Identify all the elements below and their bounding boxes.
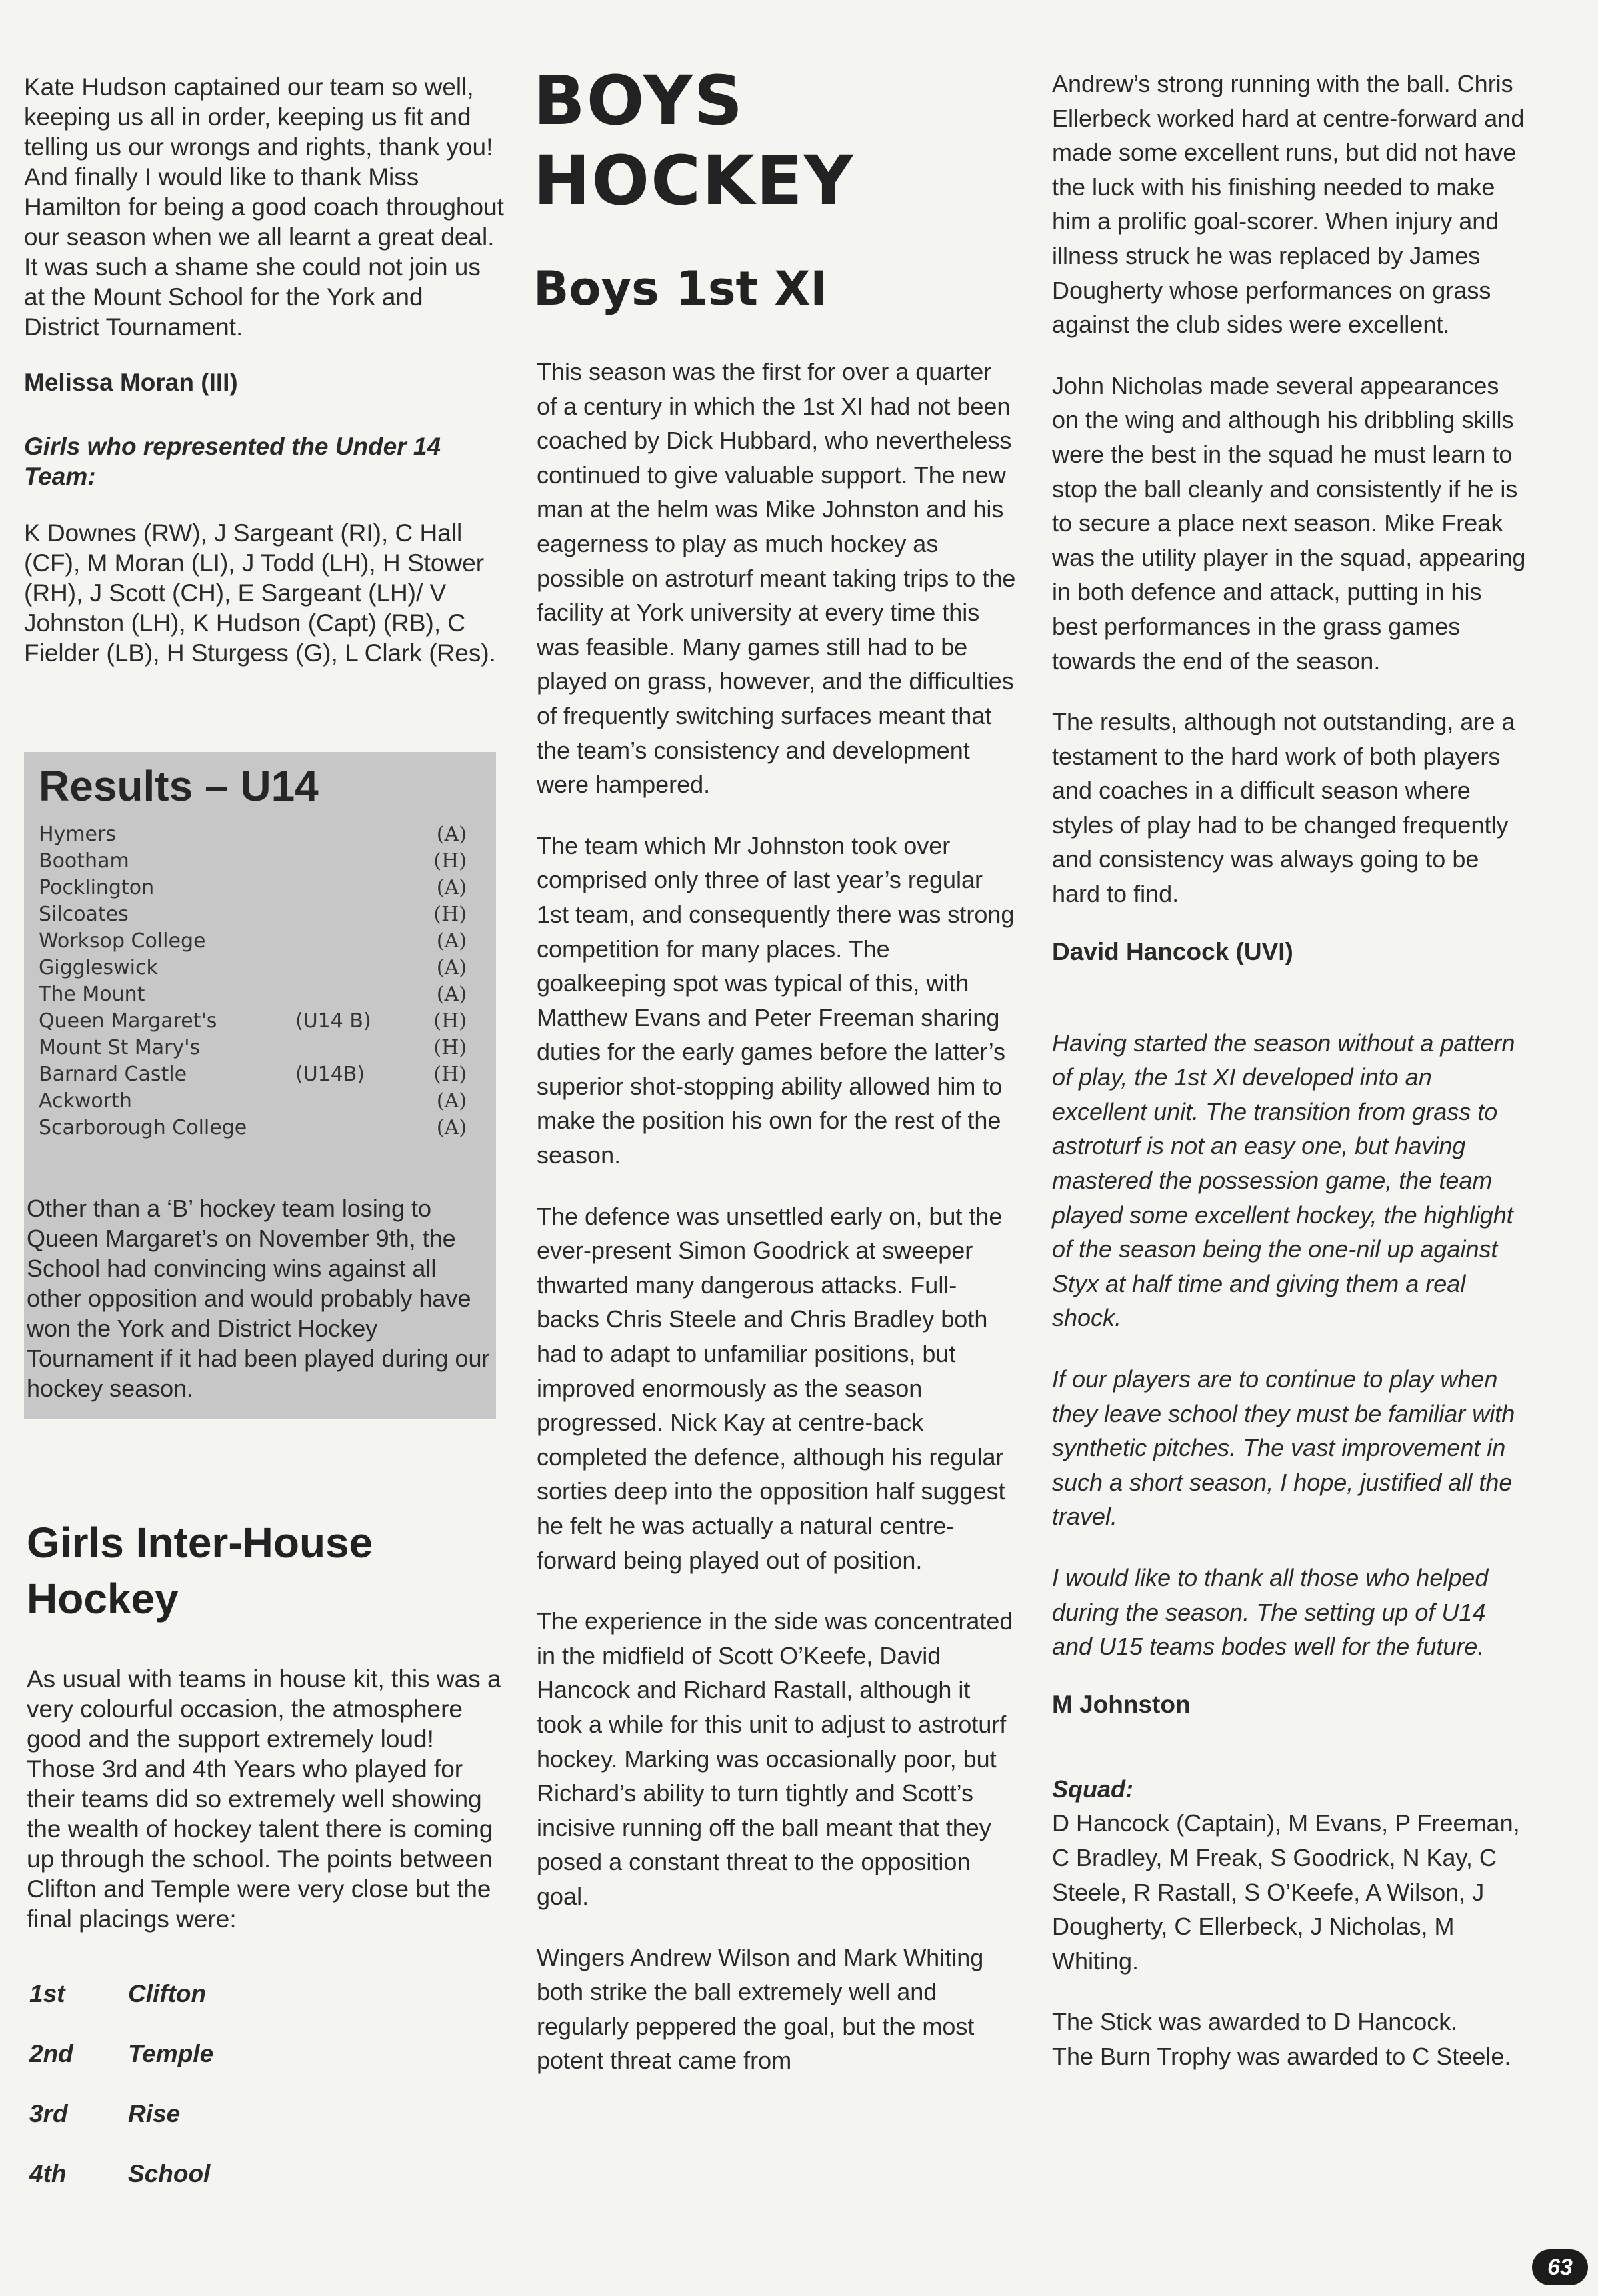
girls-inter-house-heading: Girls Inter-House Hockey: [27, 1519, 373, 1623]
stick-award: The Stick was awarded to D Hancock.: [1052, 2008, 1458, 2036]
placing-position: 4th: [29, 2160, 67, 2187]
column-right: [1052, 67, 1532, 2074]
boys-paragraph: Andrew’s strong running with the ball. Chris Ellerbeck worked hard at centre-forward and made some excellent runs, but did not have the luck with his finishing needed to make him a prolific goal-scorer. When injury and illness struck he was replaced by James Dougherty whose performances on grass against the club sides were excellent.: [1052, 70, 1525, 339]
result-venue: (H): [433, 1063, 467, 1086]
result-team: Silcoates: [39, 903, 129, 926]
placing-position: 3rd: [29, 2100, 68, 2127]
result-team: Mount St Mary's: [39, 1036, 201, 1059]
result-team: Worksop College: [39, 929, 206, 953]
boys-paragraph: This season was the first for over a quarter of a century in which the 1st XI had not been coached by Dick Hubbard, who nevertheless continued to give valuable support. The new man at the helm was Mike Johnston and his eagerness to play as much hockey as possible on astroturf meant taking trips to the facility at York university at every time this was feasible. Many games still had to be played on grass, however, and the difficulties of frequently switching surfaces meant that the team’s consistency and development were hampered.: [537, 358, 1016, 799]
result-team: Hymers: [39, 823, 116, 846]
boys-paragraph: The results, although not outstanding, are a testament to the hard work of both players and coaches in a difficult season where styles of play had to be changed frequently and consistency was always going to be hard to find.: [1052, 708, 1515, 908]
result-team: Giggleswick: [39, 956, 158, 979]
result-team: Pocklington: [39, 876, 155, 899]
result-venue: (A): [436, 956, 467, 979]
result-venue: (A): [436, 983, 467, 1006]
column-left-top: [24, 72, 504, 668]
result-team: Scarborough College: [39, 1116, 247, 1139]
result-venue: (A): [436, 823, 467, 846]
result-team: The Mount: [39, 983, 145, 1006]
placing-position: 2nd: [29, 2040, 73, 2067]
result-row: [39, 1008, 472, 1035]
result-row: [39, 848, 472, 875]
results-title: Results – U14: [39, 762, 319, 810]
results-list: [39, 821, 472, 1141]
boys-paragraph: The experience in the side was concentrated in the midfield of Scott O’Keefe, David Hancock and Richard Rastall, although it took a while for this unit to adjust to astroturf hockey. Marking was occasionally poor, but Richard’s ability to turn tightly and Scott’s incisive running off the ball meant that they posed a constant threat to the opposition goal.: [537, 1607, 1013, 1910]
report-author: David Hancock (UVI): [1052, 937, 1293, 965]
u14-team-list: K Downes (RW), J Sargeant (RI), C Hall (CF), M Moran (LI), J Todd (LH), H Stower (RH), J Scott (CH), E Sargeant (LH)/ V Johnston (LH), K Hudson (Capt) (RB), C Fielder (LB), H Sturgess (G), L Clark (Res).: [24, 519, 496, 667]
squad-label: Squad:: [1052, 1775, 1133, 1803]
result-row: [39, 821, 472, 848]
coach-signature: M Johnston: [1052, 1690, 1191, 1718]
result-venue: (H): [433, 849, 467, 873]
result-team: Bootham: [39, 849, 129, 873]
result-row: [39, 928, 472, 955]
placing-house: School: [128, 2160, 211, 2187]
result-venue: (A): [436, 876, 467, 899]
placing-house: Temple: [128, 2040, 214, 2067]
result-note: (U14B): [295, 1063, 365, 1086]
coach-comment: I would like to thank all those who helped during the season. The setting up of U14 and U15 teams bodes well for the future.: [1052, 1563, 1489, 1661]
result-row: [39, 1061, 472, 1088]
results-summary: Other than a ‘B’ hockey team losing to Queen Margaret’s on November 9th, the School had convincing wins against all other opposition and would probably have won the York and District Hockey Tournament if it had been played during our hockey season.: [27, 1195, 490, 1402]
squad-list: D Hancock (Captain), M Evans, P Freeman, C Bradley, M Freak, S Goodrick, N Kay, C Steele, R Rastall, S O’Keefe, A Wilson, J Dougherty, C Ellerbeck, J Nicholas, M Whiting.: [1052, 1809, 1520, 1975]
placing-house: Clifton: [128, 1980, 207, 2007]
result-venue: (A): [436, 929, 467, 953]
result-venue: (H): [433, 1036, 467, 1059]
burn-trophy-award: The Burn Trophy was awarded to C Steele.: [1052, 2042, 1511, 2070]
coach-comment: If our players are to continue to play when they leave school they must be familiar with synthetic pitches. The vast improvement in such a short season, I hope, justified all the travel.: [1052, 1365, 1515, 1531]
result-row: [39, 875, 472, 901]
result-team: Barnard Castle: [39, 1063, 187, 1086]
boys-hockey-heading: [533, 61, 855, 221]
result-row: [39, 981, 472, 1008]
page-number: 63: [1532, 2249, 1588, 2285]
u14-team-heading: Girls who represented the Under 14 Team:: [24, 433, 441, 490]
report-author: Melissa Moran (III): [24, 369, 238, 396]
result-team: Ackworth: [39, 1089, 132, 1113]
result-row: [39, 1088, 472, 1115]
result-row: [39, 1115, 472, 1141]
result-team: Queen Margaret's: [39, 1009, 217, 1033]
result-row: [39, 1035, 472, 1061]
placing-position: 1st: [29, 1980, 65, 2007]
result-venue: (H): [433, 903, 467, 926]
boys-1st-xi-heading: Boys 1st XI: [533, 261, 828, 316]
girls-inter-house-section: [27, 1664, 507, 1934]
results-u14-box: [24, 752, 496, 1419]
result-note: (U14 B): [295, 1009, 371, 1033]
boys-paragraph: The defence was unsettled early on, but the ever-present Simon Goodrick at sweeper thwarted many dangerous attacks. Full-backs Chris Steele and Chris Bradley both had to adapt to unfamiliar positions, but improved enormously as the season progressed. Nick Kay at centre-back completed the defence, although his regular sorties deep into the opposition half suggest he felt he was actually a natural centre-forward being played out of position.: [537, 1202, 1005, 1574]
result-row: [39, 901, 472, 928]
result-venue: (A): [436, 1089, 467, 1113]
boys-paragraph: Wingers Andrew Wilson and Mark Whiting both strike the ball extremely well and regularly peppered the goal, but the most potent threat came from: [537, 1943, 984, 2075]
boys-paragraph: The team which Mr Johnston took over comprised only three of last year’s regular 1st team, and consequently there was strong competition for many places. The goalkeeping spot was typical of this, with Matthew Evans and Peter Freeman sharing duties for the early games before the latter’s superior shot-stopping ability allowed him to make the position his own for the rest of the season.: [537, 831, 1015, 1169]
boys-report-body: [537, 355, 1017, 2078]
girls-inter-house-text: As usual with teams in house kit, this was a very colourful occasion, the atmosphere good and the support extremely loud! Those 3rd and 4th Years who played for their teams did so extremely well showing the wealth of hockey talent there is coming up through the school. The points between Clifton and Temple were very close but the final placings were:: [27, 1665, 501, 1933]
result-row: [39, 955, 472, 981]
heading-line-2: HOCKEY: [533, 141, 855, 221]
placing-house: Rise: [128, 2100, 181, 2127]
result-venue: (H): [433, 1009, 467, 1033]
result-venue: (A): [436, 1116, 467, 1139]
heading-line-1: BOYS: [533, 61, 745, 141]
coach-comment: Having started the season without a pattern of play, the 1st XI developed into an excellent unit. The transition from grass to astroturf is not an easy one, but having mastered the possession game, the team played some excellent hockey, the highlight of the season being the one-nil up against Styx at half time and giving them a real shock.: [1052, 1029, 1515, 1332]
boys-paragraph: John Nicholas made several appearances on the wing and although his dribbling skills were the best in the squad he must learn to stop the ball cleanly and consistently if he is to secure a place next season. Mike Freak was the utility player in the squad, appearing in both defence and attack, putting in his best performances in the grass games towards the end of the season.: [1052, 371, 1526, 675]
girls-u14-report: Kate Hudson captained our team so well, keeping us all in order, keeping us fit and telling us our wrongs and rights, thank you! And finally I would like to thank Miss Hamilton for being a good coach throughout our season when we all learnt a great deal. It was such a shame she could not join us at the Mount School for the York and District Tournament.: [24, 73, 504, 341]
